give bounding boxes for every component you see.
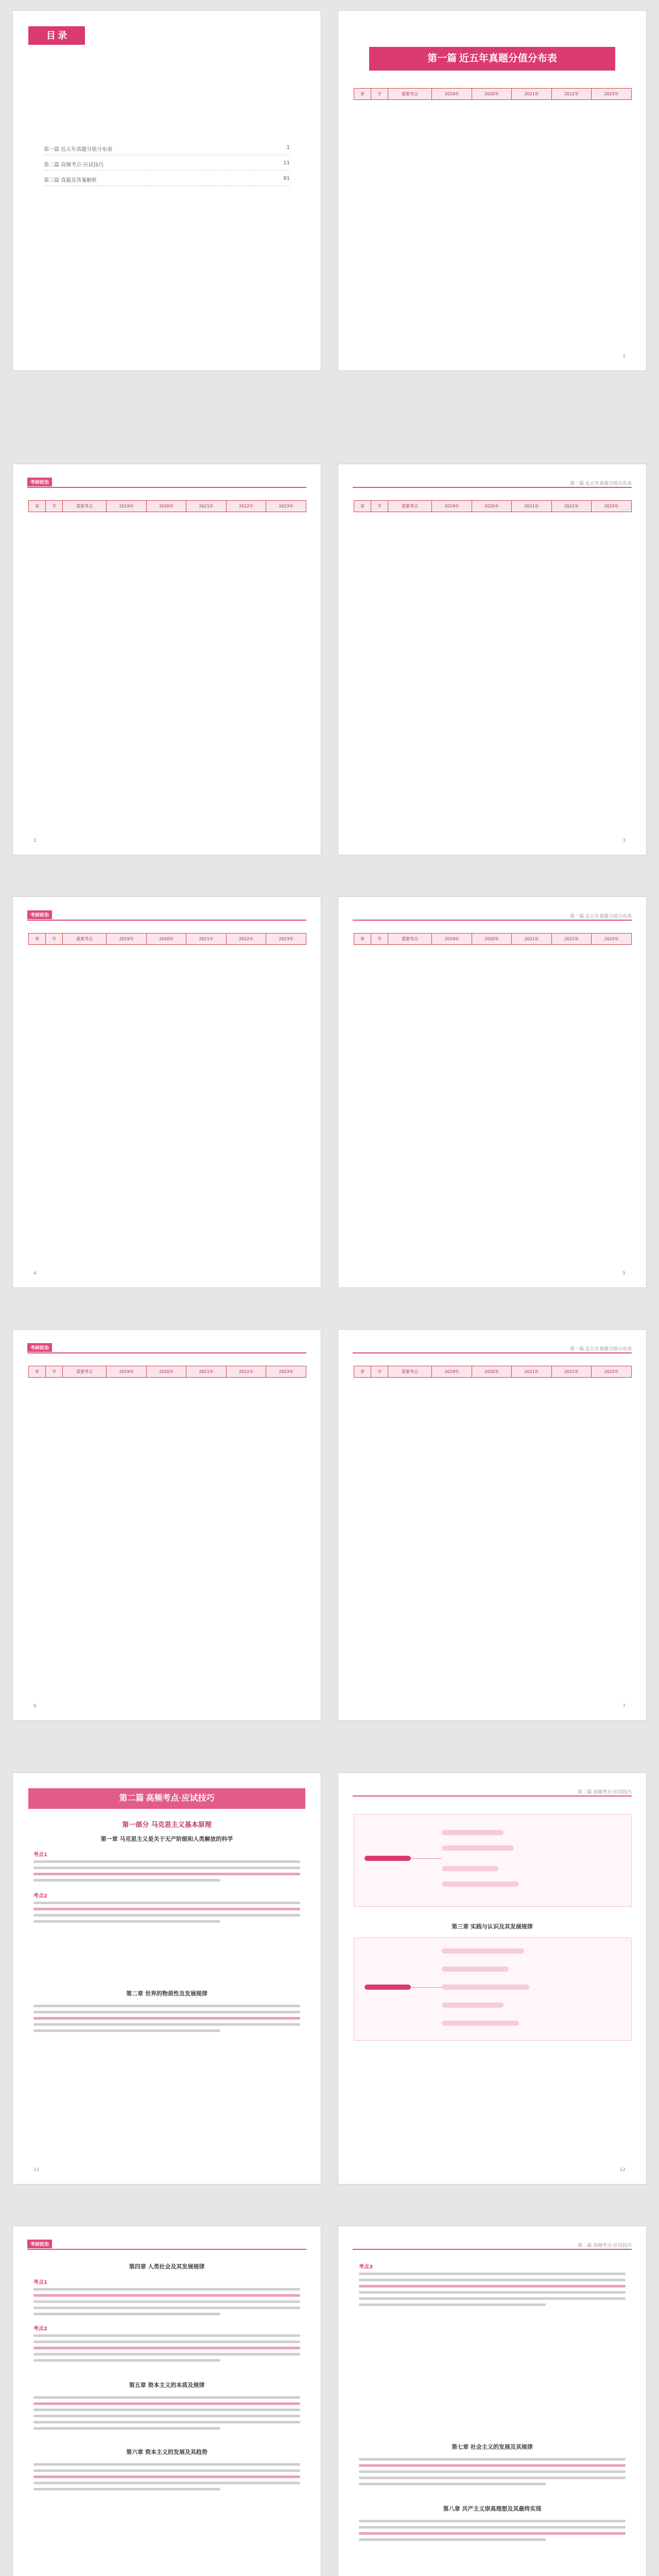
toc-item-label: 第一篇 近五年真题分值分布表 [44,147,113,152]
chapter-heading: 第四章 人类社会及其发展规律 [129,2263,205,2270]
toc-item-label: 第二篇 高频考点·应试技巧 [44,162,104,168]
toc-item[interactable] [44,176,290,186]
col-header: 2022年 [226,934,266,945]
col-header: 2020年 [472,1366,512,1378]
col-header: 2019年 [107,1366,147,1378]
page-number: 2 [33,838,37,843]
page-number: 6 [33,1704,37,1709]
col-header: 2019年 [432,89,472,100]
table-page-left [12,464,321,855]
col-header: 2022年 [226,1366,266,1378]
page-number: 1 [622,354,626,359]
col-header: 2021年 [512,501,552,512]
topic-label: 考点2 [33,2326,47,2332]
chapter-heading: 第七章 社会主义的发展及其规律 [452,2444,533,2450]
text-page-left [12,2226,321,2576]
page-number: 11 [33,2167,40,2173]
part1-first-page [338,10,647,371]
col-header: 2022年 [551,89,592,100]
col-header: 2023年 [592,89,632,100]
distribution-table [28,500,306,512]
col-header: 2019年 [432,934,472,945]
header-section: 第一篇 近五年真题分值分布表 [570,1347,632,1352]
col-header: 节 [371,501,388,512]
col-header: 2020年 [472,501,512,512]
toc-item-page: 91 [283,176,290,181]
paragraph [33,1902,300,1906]
col-header: 节 [371,89,388,100]
col-header: 2021年 [512,934,552,945]
table-page-right [338,1329,647,1721]
toc-item[interactable] [44,145,290,155]
part2-first-page [12,1772,321,2184]
part-subtitle: 第一部分 马克思主义基本原理 [122,1821,212,1829]
table-page-right [338,896,647,1288]
part1-banner: 第一篇 近五年真题分值分布表 [369,47,615,71]
chapter-heading: 第六章 资本主义的发展及其趋势 [126,2449,207,2455]
page-number: 12 [619,2167,626,2173]
col-header: 重要考点 [388,934,432,945]
toc-item-page: 1 [286,145,290,150]
col-header: 章 [354,934,371,945]
col-header: 重要考点 [388,1366,432,1378]
page-header [353,478,632,488]
topic-label: 考点1 [33,1852,47,1858]
col-header: 2022年 [226,501,266,512]
part2-banner: 第二篇 高频考点·应试技巧 [28,1788,305,1809]
topic-label: 考点3 [359,2264,373,2270]
col-header: 节 [45,501,62,512]
col-header: 重要考点 [388,501,432,512]
col-header: 2021年 [512,1366,552,1378]
col-header: 2022年 [551,934,592,945]
col-header: 节 [45,934,62,945]
col-header: 2021年 [186,501,227,512]
paragraph [33,2005,300,2009]
col-header: 2023年 [266,1366,306,1378]
col-header: 2023年 [266,501,306,512]
col-header: 2023年 [592,934,632,945]
col-header: 章 [29,501,46,512]
paragraph [33,2288,300,2292]
col-header: 2023年 [592,1366,632,1378]
col-header: 章 [354,1366,371,1378]
col-header: 重要考点 [62,1366,107,1378]
header-brand: 考研政治 [27,910,52,919]
page-header [27,2240,306,2250]
header-brand: 考研政治 [27,1343,52,1352]
toc-item-page: 11 [283,160,290,166]
col-header: 2019年 [432,501,472,512]
table-page-left [12,1329,321,1721]
toc-title: 目 录 [28,26,85,45]
table-page-left [12,896,321,1288]
distribution-table [354,933,632,945]
header-section: 第二篇 高频考点·应试技巧 [578,2243,632,2248]
col-header: 重要考点 [62,501,107,512]
col-header: 节 [45,1366,62,1378]
table-page-right [338,464,647,855]
toc-item[interactable] [44,160,290,171]
page-header [27,1343,306,1353]
col-header: 2023年 [592,501,632,512]
col-header: 2022年 [551,1366,592,1378]
page-header [353,910,632,921]
chapter-heading: 第一章 马克思主义是关于无产阶级和人类解放的科学 [100,1836,233,1842]
mind-map [354,1938,632,2041]
chapter-heading: 第八章 共产主义崇高理想及其最终实现 [443,2505,542,2512]
col-header: 章 [29,1366,46,1378]
col-header: 章 [29,934,46,945]
toc-item-label: 第三篇 真题及答案解析 [44,178,97,183]
page-number: 3 [622,838,626,843]
col-header: 2019年 [107,934,147,945]
col-header: 节 [371,934,388,945]
col-header: 2023年 [266,934,306,945]
page-number: 4 [33,1271,37,1276]
col-header: 重要考点 [388,89,432,100]
text-page-right [338,2226,647,2576]
col-header: 2020年 [472,934,512,945]
distribution-table [354,1366,632,1378]
col-header: 2020年 [472,89,512,100]
page-header [27,910,306,921]
paragraph [359,2273,626,2277]
distribution-table [28,1366,306,1378]
part2-second-page [338,1772,647,2184]
header-section: 第一篇 近五年真题分值分布表 [570,481,632,486]
paragraph [33,2396,300,2400]
distribution-table [28,933,306,945]
header-section: 第二篇 高频考点·应试技巧 [578,1790,632,1795]
paragraph [33,2334,300,2338]
page-header [353,2240,632,2250]
toc-page [12,10,321,371]
col-header: 2020年 [146,934,186,945]
header-brand: 考研政治 [27,478,52,486]
col-header: 2019年 [432,1366,472,1378]
mind-map [354,1814,632,1907]
col-header: 2020年 [146,501,186,512]
col-header: 2020年 [146,1366,186,1378]
paragraph [359,2458,626,2462]
topic-label: 考点2 [33,1893,47,1899]
col-header: 章 [354,501,371,512]
col-header: 2021年 [512,89,552,100]
page-number: 7 [622,1704,626,1709]
header-brand: 考研政治 [27,2240,52,2248]
col-header: 节 [371,1366,388,1378]
col-header: 2021年 [186,934,227,945]
chapter-heading: 第三章 实践与认识及其发展规律 [452,1923,533,1930]
topic-label: 考点1 [33,2280,47,2285]
header-section: 第一篇 近五年真题分值分布表 [570,914,632,919]
page-header [353,1343,632,1353]
page-number: 5 [622,1271,626,1276]
distribution-table [354,88,632,100]
paragraph [33,1860,300,1865]
col-header: 2019年 [107,501,147,512]
paragraph [359,2520,626,2524]
chapter-heading: 第二章 世界的物质性及发展规律 [126,1990,207,1997]
col-header: 2021年 [186,1366,227,1378]
col-header: 章 [354,89,371,100]
paragraph [33,2463,300,2467]
distribution-table [354,500,632,512]
page-header [27,478,306,488]
page-header [353,1786,632,1797]
col-header: 2022年 [551,501,592,512]
col-header: 重要考点 [62,934,107,945]
chapter-heading: 第五章 资本主义的本质及规律 [129,2382,205,2388]
